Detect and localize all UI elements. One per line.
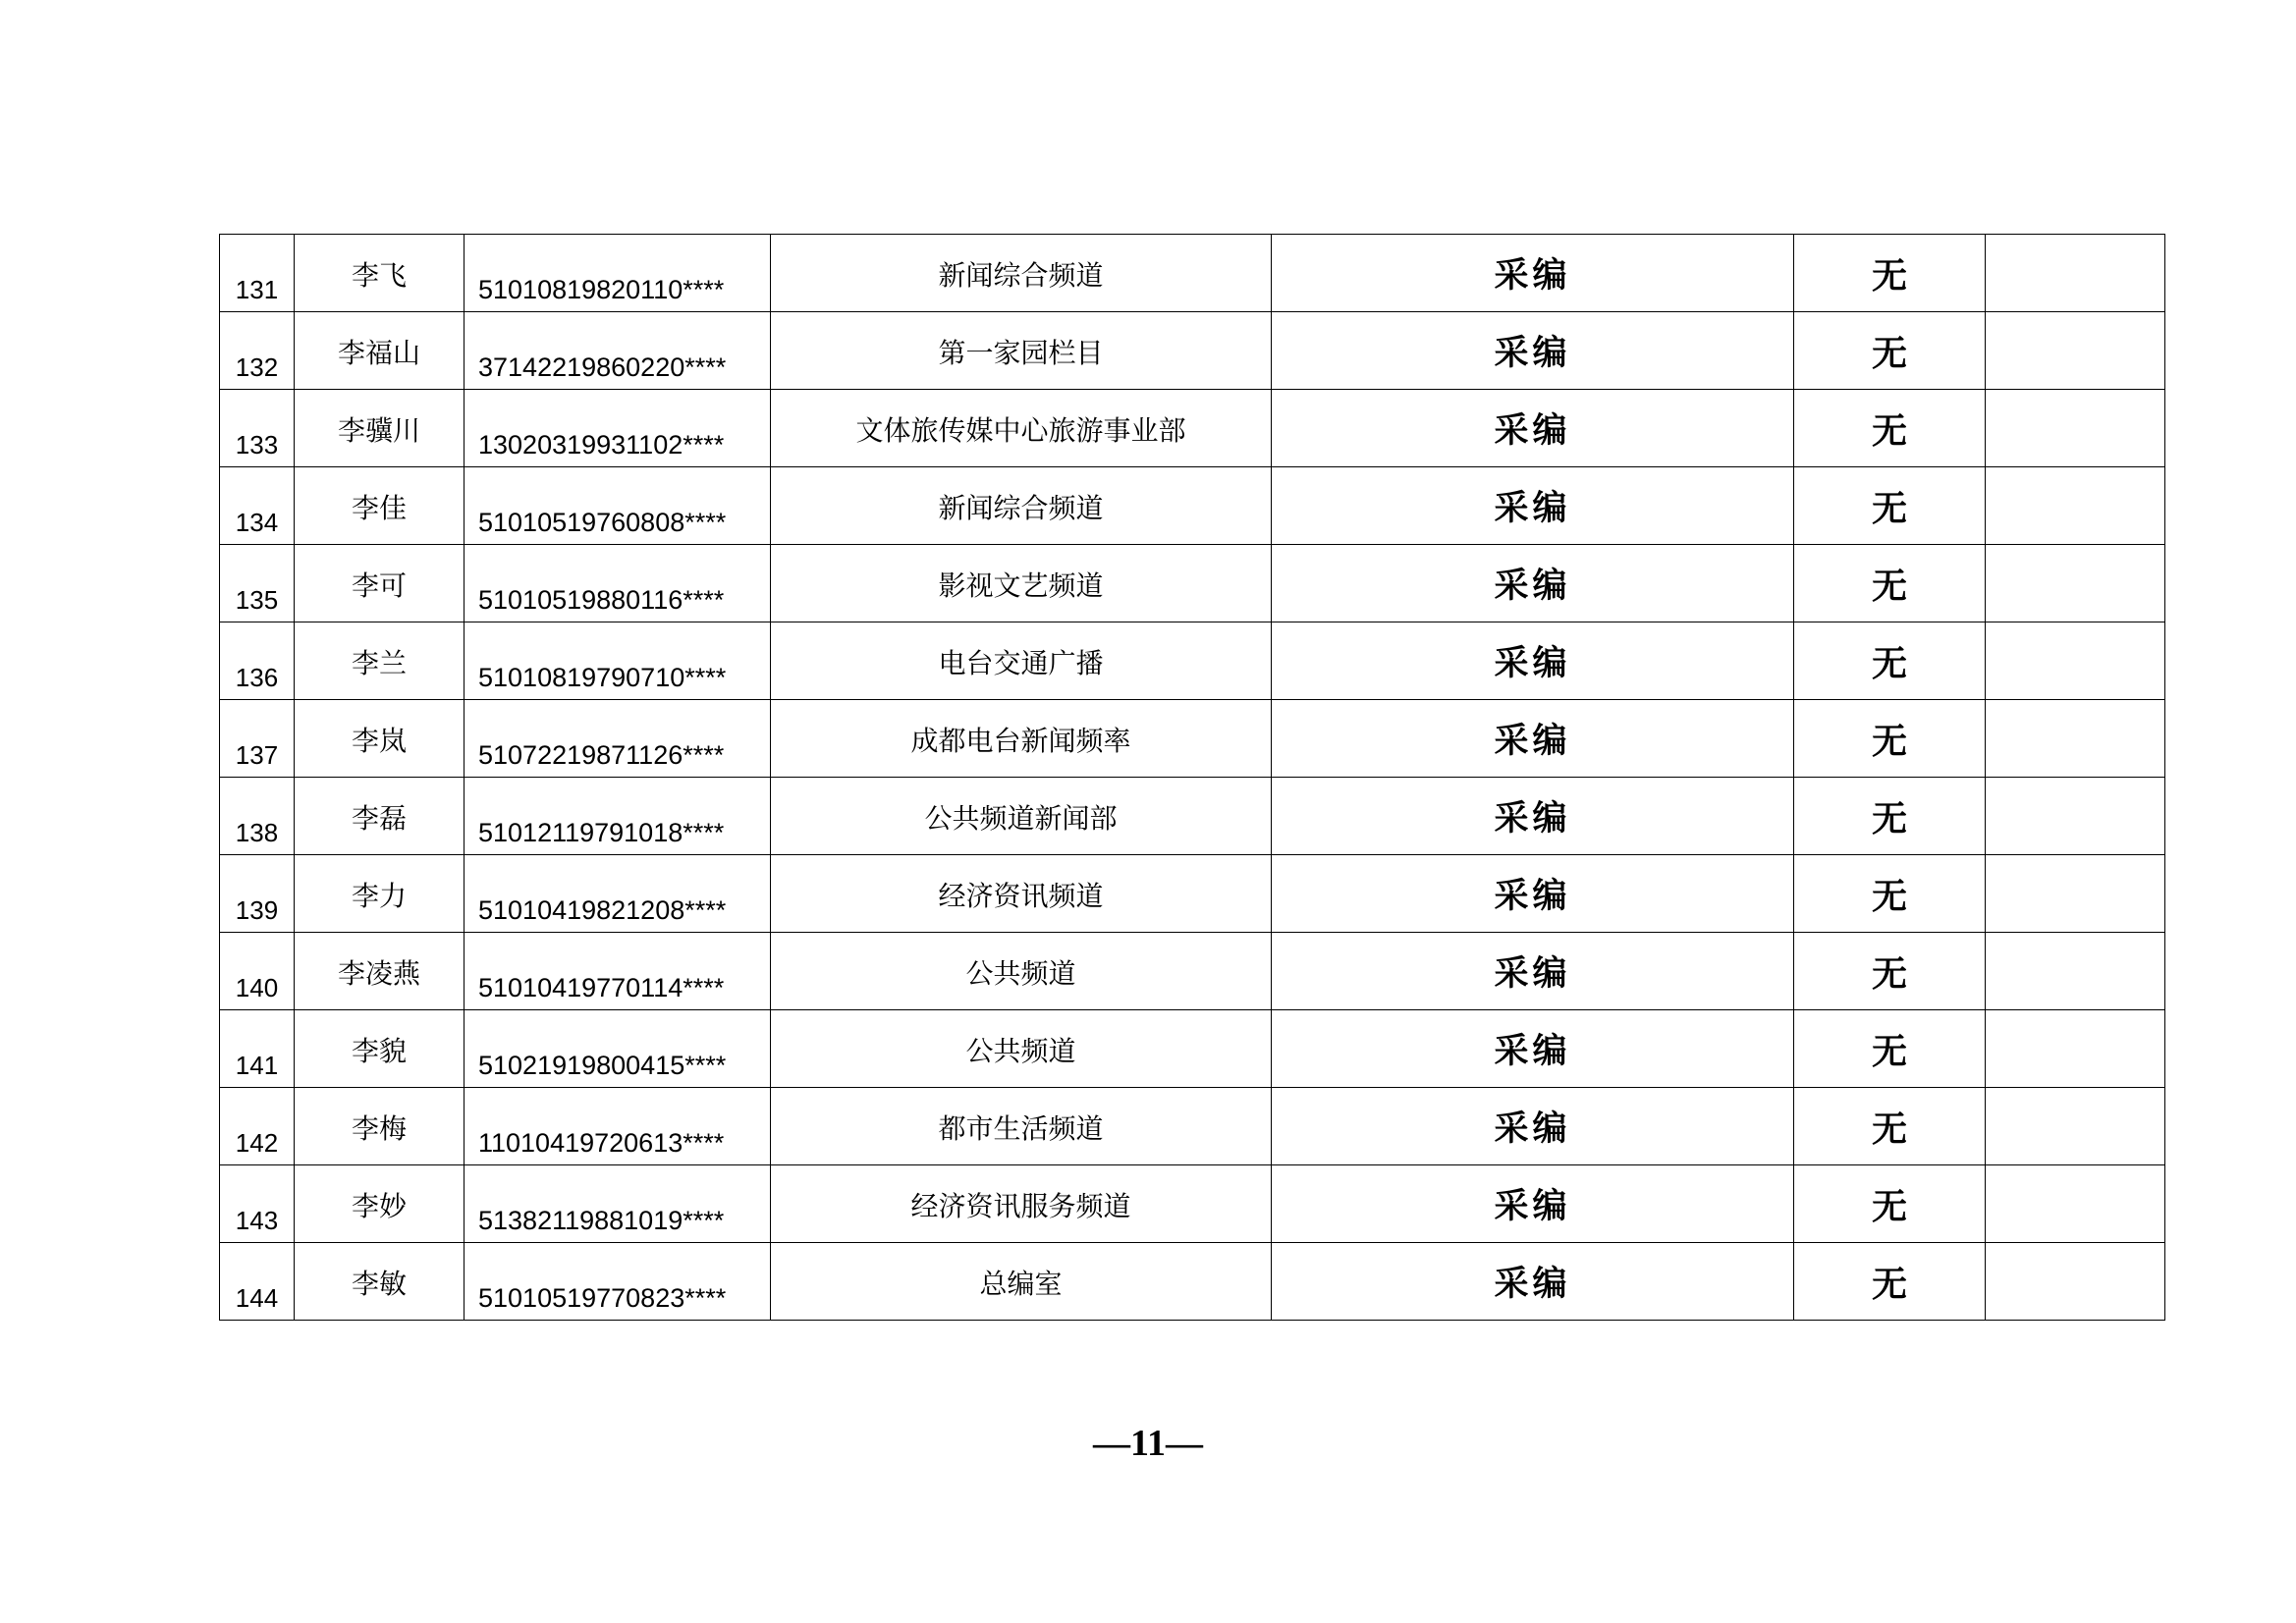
position: 采编 xyxy=(1494,1187,1571,1226)
id-number-cell xyxy=(465,1010,771,1088)
position: 采编 xyxy=(1494,1109,1571,1149)
id-number: 51012119791018**** xyxy=(478,818,725,847)
row-index-cell xyxy=(220,467,295,545)
row-index: 132 xyxy=(235,352,279,382)
note-cell xyxy=(1986,1243,2165,1321)
table-row xyxy=(220,778,2165,855)
result-cell xyxy=(1794,933,1986,1010)
id-number-cell xyxy=(465,1243,771,1321)
row-index: 137 xyxy=(235,740,279,770)
position-cell xyxy=(1272,933,1794,1010)
person-name: 李福山 xyxy=(337,337,420,369)
position: 采编 xyxy=(1494,722,1571,761)
department-cell xyxy=(771,467,1272,545)
result-cell xyxy=(1794,1088,1986,1165)
person-name-cell xyxy=(295,235,465,312)
position: 采编 xyxy=(1494,954,1571,994)
result-cell xyxy=(1794,622,1986,700)
department: 第一家园栏目 xyxy=(938,337,1104,369)
department-cell xyxy=(771,545,1272,622)
table-row xyxy=(220,235,2165,312)
result-cell xyxy=(1794,545,1986,622)
department-cell xyxy=(771,1165,1272,1243)
person-name: 李骥川 xyxy=(337,414,420,447)
table-row xyxy=(220,467,2165,545)
person-name: 李妙 xyxy=(351,1190,407,1222)
row-index: 143 xyxy=(235,1206,279,1235)
position: 采编 xyxy=(1494,1265,1571,1304)
result: 无 xyxy=(1871,333,1907,374)
result: 无 xyxy=(1871,1264,1907,1305)
person-name: 李力 xyxy=(351,880,407,912)
note-cell xyxy=(1986,1088,2165,1165)
id-number: 51010519760808**** xyxy=(478,508,727,537)
result-cell xyxy=(1794,700,1986,778)
row-index: 138 xyxy=(235,818,279,847)
page-number: —11— xyxy=(1093,1423,1203,1464)
note-cell xyxy=(1986,622,2165,700)
id-number: 51021919800415**** xyxy=(478,1051,727,1080)
id-number: 37142219860220**** xyxy=(478,352,727,382)
result-cell xyxy=(1794,1010,1986,1088)
id-number-cell xyxy=(465,778,771,855)
id-number: 51010819820110**** xyxy=(478,275,725,304)
id-number: 11010419720613**** xyxy=(478,1128,725,1158)
note-cell xyxy=(1986,778,2165,855)
result-cell xyxy=(1794,778,1986,855)
department: 文体旅传媒中心旅游事业部 xyxy=(855,414,1186,447)
person-name: 李飞 xyxy=(351,259,407,292)
position: 采编 xyxy=(1494,799,1571,839)
table-row xyxy=(220,622,2165,700)
department: 电台交通广播 xyxy=(938,647,1104,679)
table-row xyxy=(220,855,2165,933)
position-cell xyxy=(1272,700,1794,778)
result: 无 xyxy=(1871,488,1907,529)
person-name: 李岚 xyxy=(351,725,407,757)
id-number-cell xyxy=(465,545,771,622)
position-cell xyxy=(1272,545,1794,622)
position-cell xyxy=(1272,622,1794,700)
table-row xyxy=(220,1165,2165,1243)
note-cell xyxy=(1986,467,2165,545)
table-row xyxy=(220,933,2165,1010)
position: 采编 xyxy=(1494,334,1571,373)
id-number-cell xyxy=(465,390,771,467)
row-index: 134 xyxy=(235,508,279,537)
department-cell xyxy=(771,622,1272,700)
table-row xyxy=(220,545,2165,622)
id-number-cell xyxy=(465,1165,771,1243)
person-name-cell xyxy=(295,1088,465,1165)
row-index-cell xyxy=(220,778,295,855)
id-number-cell xyxy=(465,312,771,390)
person-name: 李敏 xyxy=(351,1268,407,1300)
department-cell xyxy=(771,235,1272,312)
row-index-cell xyxy=(220,390,295,467)
result: 无 xyxy=(1871,1186,1907,1227)
person-name-cell xyxy=(295,390,465,467)
position-cell xyxy=(1272,1243,1794,1321)
table-row xyxy=(220,1243,2165,1321)
table-body xyxy=(220,235,2165,1321)
id-number-cell xyxy=(465,855,771,933)
id-number: 51382119881019**** xyxy=(478,1206,725,1235)
department-cell xyxy=(771,778,1272,855)
person-name: 李磊 xyxy=(351,802,407,835)
id-number: 51010419821208**** xyxy=(478,895,727,925)
row-index-cell xyxy=(220,235,295,312)
position-cell xyxy=(1272,390,1794,467)
person-name-cell xyxy=(295,778,465,855)
row-index-cell xyxy=(220,1165,295,1243)
department: 公共频道 xyxy=(965,957,1076,990)
row-index-cell xyxy=(220,700,295,778)
position-cell xyxy=(1272,235,1794,312)
id-number-cell xyxy=(465,622,771,700)
department-cell xyxy=(771,1010,1272,1088)
department-cell xyxy=(771,1088,1272,1165)
result: 无 xyxy=(1871,798,1907,839)
note-cell xyxy=(1986,700,2165,778)
id-number-cell xyxy=(465,235,771,312)
person-name-cell xyxy=(295,622,465,700)
id-number: 51010419770114**** xyxy=(478,973,725,1002)
id-number: 51010819790710**** xyxy=(478,663,727,692)
person-name-cell xyxy=(295,855,465,933)
department: 经济资讯服务频道 xyxy=(910,1190,1131,1222)
result: 无 xyxy=(1871,255,1907,297)
row-index-cell xyxy=(220,622,295,700)
row-index-cell xyxy=(220,855,295,933)
id-number: 13020319931102**** xyxy=(478,430,725,460)
note-cell xyxy=(1986,933,2165,1010)
note-cell xyxy=(1986,312,2165,390)
department: 总编室 xyxy=(979,1268,1063,1300)
person-name: 李凌燕 xyxy=(337,957,420,990)
table-row xyxy=(220,312,2165,390)
table-row xyxy=(220,1088,2165,1165)
result-cell xyxy=(1794,1243,1986,1321)
position-cell xyxy=(1272,312,1794,390)
department-cell xyxy=(771,390,1272,467)
department: 影视文艺频道 xyxy=(938,569,1104,602)
person-name-cell xyxy=(295,467,465,545)
result: 无 xyxy=(1871,953,1907,995)
person-name: 李兰 xyxy=(351,647,407,679)
row-index-cell xyxy=(220,933,295,1010)
table-row xyxy=(220,1010,2165,1088)
row-index-cell xyxy=(220,1088,295,1165)
person-name: 李梅 xyxy=(351,1112,407,1145)
department: 公共频道 xyxy=(965,1035,1076,1067)
department-cell xyxy=(771,933,1272,1010)
person-name-cell xyxy=(295,700,465,778)
person-name: 李可 xyxy=(351,569,407,602)
person-name: 李佳 xyxy=(351,492,407,524)
id-number-cell xyxy=(465,700,771,778)
id-number-cell xyxy=(465,933,771,1010)
person-name-cell xyxy=(295,1243,465,1321)
id-number-cell xyxy=(465,1088,771,1165)
department: 新闻综合频道 xyxy=(938,492,1104,524)
department-cell xyxy=(771,855,1272,933)
person-name-cell xyxy=(295,1010,465,1088)
row-index: 144 xyxy=(235,1283,279,1313)
result: 无 xyxy=(1871,876,1907,917)
person-name-cell xyxy=(295,933,465,1010)
note-cell xyxy=(1986,1165,2165,1243)
result-cell xyxy=(1794,855,1986,933)
position: 采编 xyxy=(1494,877,1571,916)
result-cell xyxy=(1794,235,1986,312)
result-cell xyxy=(1794,390,1986,467)
department: 公共频道新闻部 xyxy=(924,802,1118,835)
note-cell xyxy=(1986,1010,2165,1088)
department: 新闻综合频道 xyxy=(938,259,1104,292)
result: 无 xyxy=(1871,410,1907,452)
row-index: 141 xyxy=(235,1051,279,1080)
position: 采编 xyxy=(1494,411,1571,451)
row-index: 135 xyxy=(235,585,279,615)
result-cell xyxy=(1794,312,1986,390)
note-cell xyxy=(1986,235,2165,312)
person-name: 李貌 xyxy=(351,1035,407,1067)
position: 采编 xyxy=(1494,1032,1571,1071)
id-number: 51010519770823**** xyxy=(478,1283,727,1313)
result-cell xyxy=(1794,1165,1986,1243)
position: 采编 xyxy=(1494,256,1571,296)
department-cell xyxy=(771,700,1272,778)
row-index: 142 xyxy=(235,1128,279,1158)
position-cell xyxy=(1272,467,1794,545)
table-row xyxy=(220,700,2165,778)
position: 采编 xyxy=(1494,644,1571,683)
id-number: 51072219871126**** xyxy=(478,740,725,770)
position: 采编 xyxy=(1494,567,1571,606)
row-index: 131 xyxy=(235,275,279,304)
result-cell xyxy=(1794,467,1986,545)
department-cell xyxy=(771,312,1272,390)
result: 无 xyxy=(1871,643,1907,684)
person-name-cell xyxy=(295,1165,465,1243)
position-cell xyxy=(1272,778,1794,855)
row-index: 136 xyxy=(235,663,279,692)
roster-table xyxy=(219,234,2165,1321)
person-name-cell xyxy=(295,312,465,390)
position-cell xyxy=(1272,1165,1794,1243)
note-cell xyxy=(1986,390,2165,467)
row-index: 140 xyxy=(235,973,279,1002)
note-cell xyxy=(1986,855,2165,933)
position-cell xyxy=(1272,1088,1794,1165)
result: 无 xyxy=(1871,566,1907,607)
row-index: 133 xyxy=(235,430,279,460)
department: 成都电台新闻频率 xyxy=(910,725,1131,757)
note-cell xyxy=(1986,545,2165,622)
position: 采编 xyxy=(1494,489,1571,528)
row-index-cell xyxy=(220,1243,295,1321)
position-cell xyxy=(1272,1010,1794,1088)
person-name-cell xyxy=(295,545,465,622)
result: 无 xyxy=(1871,1109,1907,1150)
result: 无 xyxy=(1871,1031,1907,1072)
row-index-cell xyxy=(220,545,295,622)
row-index-cell xyxy=(220,312,295,390)
id-number: 51010519880116**** xyxy=(478,585,725,615)
department-cell xyxy=(771,1243,1272,1321)
row-index-cell xyxy=(220,1010,295,1088)
id-number-cell xyxy=(465,467,771,545)
result: 无 xyxy=(1871,721,1907,762)
department: 都市生活频道 xyxy=(938,1112,1104,1145)
position-cell xyxy=(1272,855,1794,933)
department: 经济资讯频道 xyxy=(938,880,1104,912)
table-row xyxy=(220,390,2165,467)
row-index: 139 xyxy=(235,895,279,925)
